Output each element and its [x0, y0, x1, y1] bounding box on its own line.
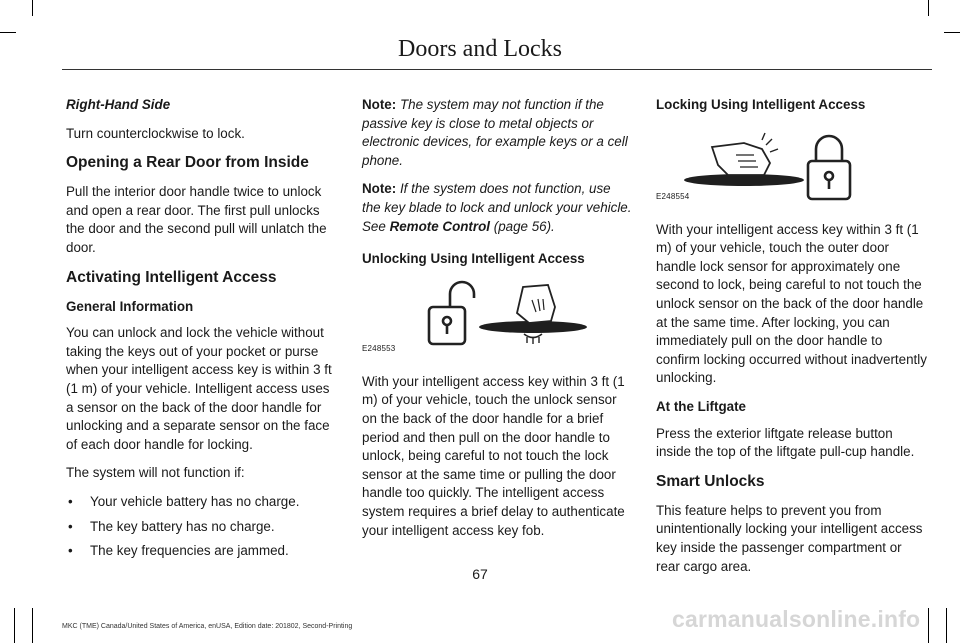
door-handle-lock-icon — [684, 133, 804, 186]
figure-code: E248554 — [656, 192, 690, 201]
note-label: Note: — [362, 97, 397, 112]
crop-mark — [32, 0, 33, 16]
unlock-figure — [362, 277, 632, 359]
figure-code: E248553 — [362, 344, 396, 354]
smart-unlocks-text: This feature helps to prevent you from unintentionally locking your intelligent access key inside the passenger compartment or rear cargo area. — [656, 502, 923, 574]
page-reference: (page 56). — [493, 218, 555, 234]
crop-mark — [0, 32, 16, 33]
unlocked-padlock-icon — [429, 282, 474, 344]
list-item: • The key battery has no charge. — [66, 518, 338, 537]
column-left — [66, 96, 338, 571]
rear-door-text: Pull the interior door handle twice to unlock and open a rear door. The first pull unlocks the door and the second pull will unlatch the door. — [66, 184, 327, 255]
lock-figure — [656, 125, 928, 207]
page-number: 67 — [472, 566, 488, 582]
not-function-list — [66, 493, 338, 561]
remote-control-link[interactable]: Remote Control — [389, 218, 490, 234]
header-divider — [62, 69, 932, 70]
unlocking-text: With your intelligent access key within 3 ft (1 m) of your vehicle, touch the unlock sensor on the back of the door handle for a brief period and then pull on the door handle to unlock, being careful to not touch the lock sensor at the same time or pulling the door handle too quickly. The intelligent access system requires a brief delay to authenticate your intelligent access key fob. — [362, 373, 625, 538]
right-hand-side-heading: Right-Hand Side — [66, 97, 171, 112]
crop-mark — [944, 32, 960, 33]
note-label: Note: — [362, 181, 397, 197]
not-function-intro: The system will not function if: — [66, 465, 245, 481]
column-right — [656, 96, 928, 586]
liftgate-heading: At the Liftgate — [656, 398, 747, 414]
activating-ia-heading: Activating Intelligent Access — [66, 268, 277, 286]
unlock-illustration — [424, 277, 624, 349]
unlocking-heading: Unlocking Using Intelligent Access — [362, 251, 585, 267]
crop-mark — [14, 608, 15, 643]
right-hand-side-text: Turn counterclockwise to lock. — [66, 125, 245, 141]
liftgate-text: Press the exterior liftgate release button inside the top of the liftgate pull-cup handle. — [656, 425, 915, 460]
list-item: • The key frequencies are jammed. — [66, 542, 338, 561]
crop-mark — [32, 608, 33, 643]
general-info-heading: General Information — [66, 298, 194, 314]
note-1-text: The system may not function if the passive key is close to metal objects or electronic devices, for example keys or a cell phone. — [362, 97, 628, 168]
locking-text: With your intelligent access key within 3 ft (1 m) of your vehicle, touch the outer door handle lock sensor for approximately one second to lock, being careful to not touch the unlock sensor on the back of the door handle at the same time. After locking, you can immediately pull on the door handle to confirm locking occurred without inadvertently unlocking. — [656, 221, 927, 386]
crop-mark — [928, 608, 929, 643]
note-2 — [362, 180, 632, 236]
note-2-text: If the system does not function, use the key blade to lock and unlock your vehicle. See — [362, 181, 632, 234]
page-title: Doors and Locks — [398, 36, 562, 62]
smart-unlocks-heading: Smart Unlocks — [656, 472, 765, 490]
rear-door-heading: Opening a Rear Door from Inside — [66, 154, 309, 172]
crop-mark — [946, 608, 947, 643]
locking-heading: Locking Using Intelligent Access — [656, 97, 866, 112]
locked-padlock-icon — [808, 136, 850, 199]
lock-illustration — [674, 125, 874, 201]
door-handle-unlock-icon — [479, 285, 587, 344]
note-1 — [362, 96, 632, 170]
column-middle — [362, 96, 632, 550]
crop-mark — [928, 0, 929, 16]
edition-info: MKC (TME) Canada/United States of America, enUSA, Edition date: 201802, Second-Printing — [62, 623, 353, 630]
general-info-text: You can unlock and lock the vehicle without taking the keys out of your pocket or purse when your intelligent access key is within 3 ft (1 m) of your vehicle. Intelligent access uses a sensor on the back of the door handle for unlocking and a separate sensor on the face of each door handle for locking. — [66, 325, 332, 452]
list-item: • Your vehicle battery has no charge. — [66, 493, 338, 512]
watermark: carmanualsonline.info — [672, 606, 921, 632]
